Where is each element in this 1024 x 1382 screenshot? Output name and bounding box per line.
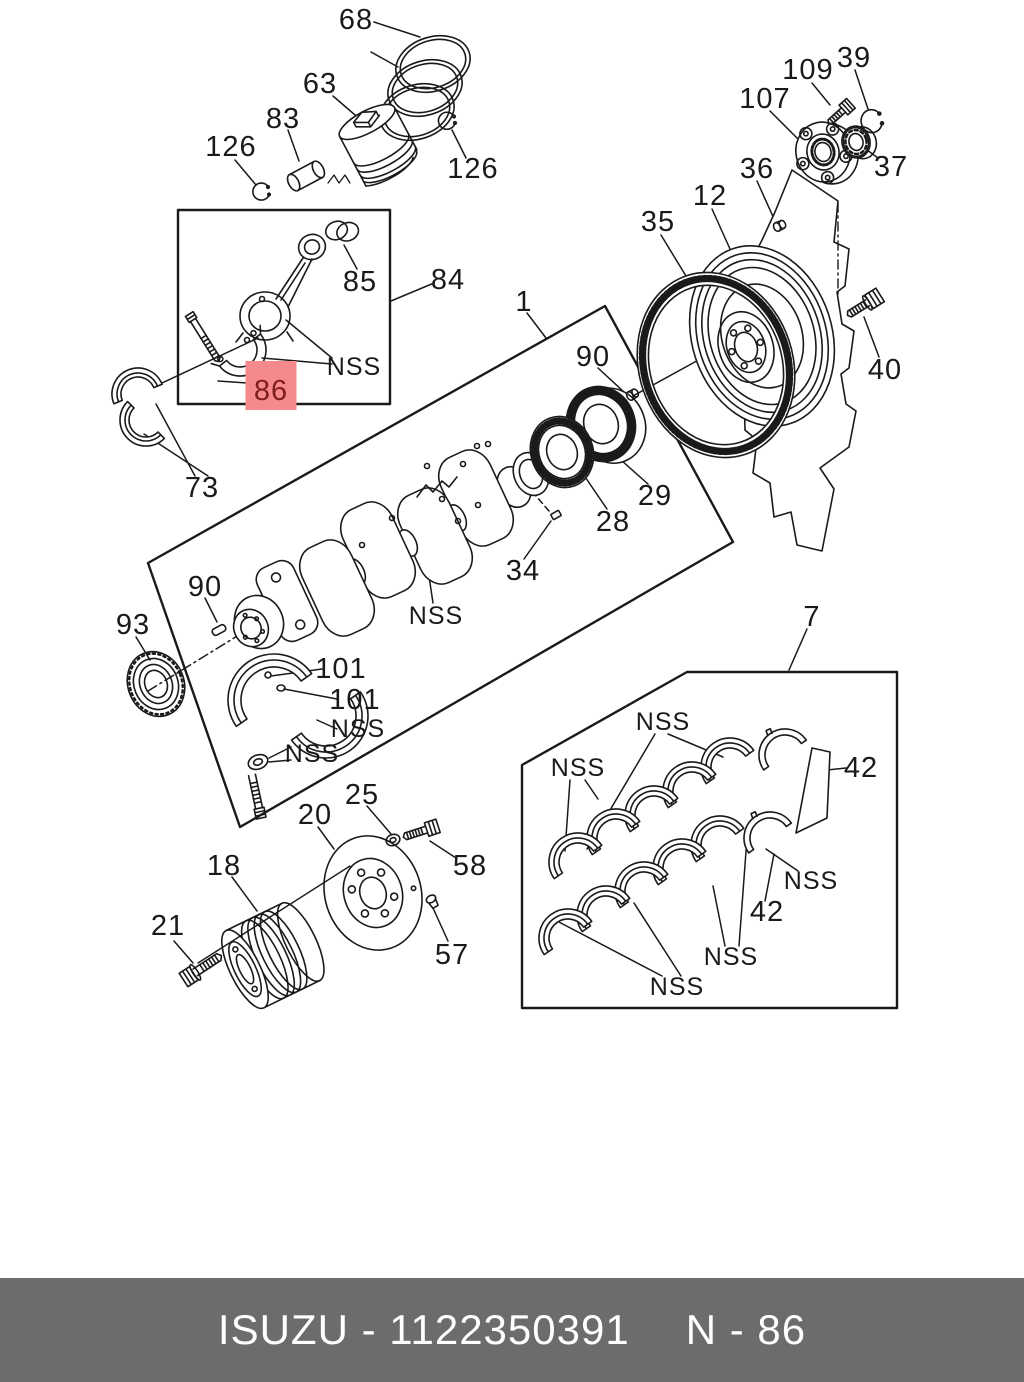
part-label-37-28[interactable]: 37 <box>873 151 909 183</box>
small-end-bushing <box>323 215 361 248</box>
part-label-107-25[interactable]: 107 <box>739 83 791 115</box>
part-label-126-4[interactable]: 126 <box>447 153 499 185</box>
thrust-plate-42 <box>796 748 830 833</box>
part-label-39-27[interactable]: 39 <box>836 42 872 74</box>
rod-bolt-86 <box>185 312 222 364</box>
part-label-1-10[interactable]: 1 <box>515 286 533 318</box>
part-label-42-35[interactable]: 42 <box>749 896 785 928</box>
part-label-7-30[interactable]: 7 <box>803 601 821 633</box>
thrust-washer-dot <box>265 672 271 678</box>
part-label-nss-32: NSS <box>550 754 606 782</box>
part-label-29-12[interactable]: 29 <box>637 480 673 512</box>
part-label-21-42[interactable]: 21 <box>150 910 186 942</box>
part-label-58-40[interactable]: 58 <box>452 850 488 882</box>
part-label-nss-21: NSS <box>284 740 340 768</box>
part-label-84-6[interactable]: 84 <box>430 264 466 296</box>
key-34 <box>551 510 562 520</box>
part-label-42-33[interactable]: 42 <box>843 752 879 784</box>
part-label-40-29[interactable]: 40 <box>867 354 903 386</box>
part-label-25-39[interactable]: 25 <box>344 779 380 811</box>
part-label-90-16[interactable]: 90 <box>187 571 223 603</box>
pin-57 <box>425 893 440 909</box>
part-label-101-19[interactable]: 101 <box>329 684 381 716</box>
main-bearing-set <box>528 715 830 955</box>
part-label-nss-7: NSS <box>326 353 382 381</box>
rod-bearing-shells-73 <box>104 360 164 457</box>
woodruff-key-90 <box>211 624 227 637</box>
footer-page-ref: N - 86 <box>685 1306 807 1353</box>
bolt-58 <box>401 819 440 844</box>
part-label-86-8[interactable]: 86 <box>253 375 289 407</box>
part-label-83-2[interactable]: 83 <box>265 103 301 135</box>
break-line <box>328 175 350 183</box>
crankshaft <box>226 442 541 657</box>
part-label-93-17[interactable]: 93 <box>115 609 151 641</box>
oil-seal-93 <box>118 643 195 725</box>
footer-bar <box>0 1278 1024 1382</box>
part-label-85-5[interactable]: 85 <box>342 266 378 298</box>
part-label-63-1[interactable]: 63 <box>302 68 338 100</box>
part-label-12-23[interactable]: 12 <box>692 180 728 212</box>
part-label-34-14[interactable]: 34 <box>505 555 541 587</box>
part-label-28-13[interactable]: 28 <box>595 506 631 538</box>
part-label-nss-15: NSS <box>408 602 464 630</box>
piston-pin <box>285 159 327 193</box>
part-label-57-43[interactable]: 57 <box>434 939 470 971</box>
part-label-101-18[interactable]: 101 <box>315 653 367 685</box>
connecting-rod <box>236 231 329 343</box>
part-label-68-0[interactable]: 68 <box>338 4 374 36</box>
part-label-nss-37: NSS <box>649 973 705 1001</box>
part-label-nss-36: NSS <box>703 943 759 971</box>
part-label-nss-20: NSS <box>330 715 386 743</box>
part-label-nss-34: NSS <box>783 867 839 895</box>
part-label-18-41[interactable]: 18 <box>206 850 242 882</box>
snap-ring-left <box>253 183 270 200</box>
part-label-73-9[interactable]: 73 <box>184 472 220 504</box>
part-label-nss-31: NSS <box>635 708 691 736</box>
thrust-washer-dot <box>277 685 285 691</box>
cap-washer <box>246 752 270 772</box>
piston-ring-set <box>373 27 478 150</box>
footer-part-number: ISUZU - 1122350391 <box>217 1306 630 1353</box>
part-label-90-11[interactable]: 90 <box>575 341 611 373</box>
part-label-35-22[interactable]: 35 <box>640 206 676 238</box>
part-label-20-38[interactable]: 20 <box>297 799 333 831</box>
damper-plate-20 <box>309 823 436 963</box>
part-label-36-24[interactable]: 36 <box>739 153 775 185</box>
thrust-washer-42 <box>746 715 806 770</box>
part-label-126-3[interactable]: 126 <box>205 131 257 163</box>
part-label-109-26[interactable]: 109 <box>782 54 834 86</box>
